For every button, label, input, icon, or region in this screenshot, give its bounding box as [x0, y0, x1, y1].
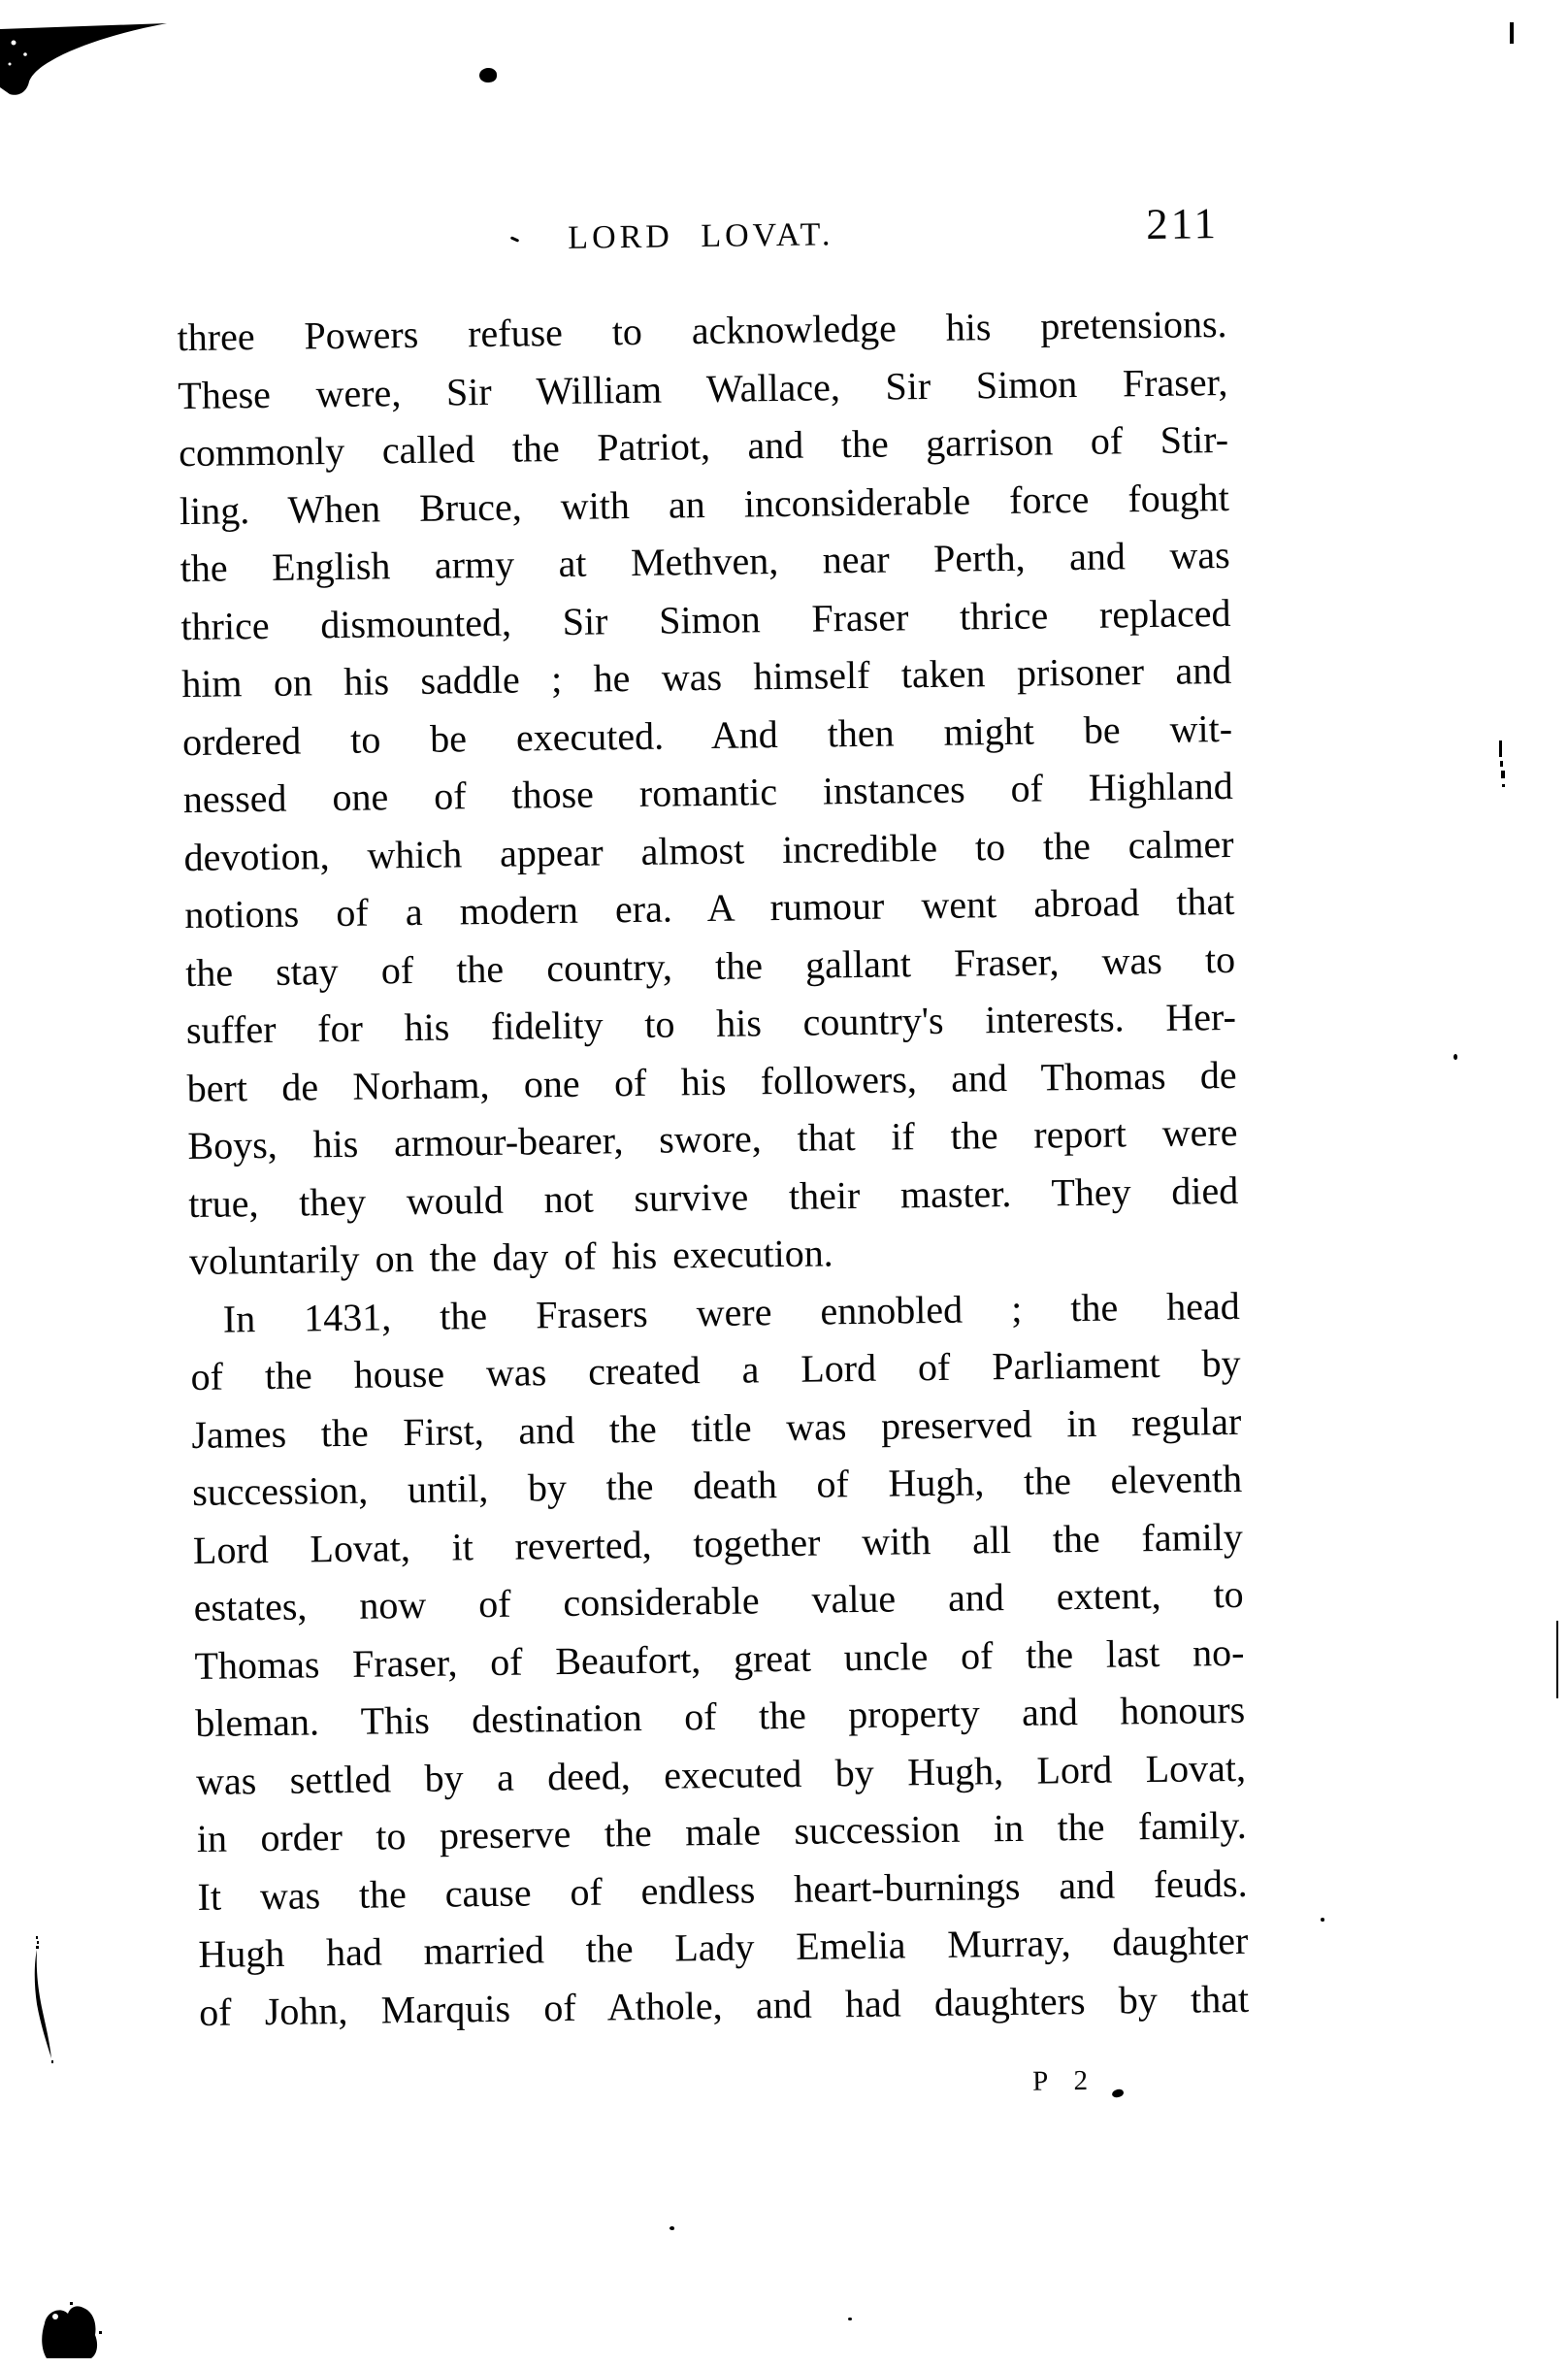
left-margin-pen-stroke-icon: [29, 1936, 58, 2064]
text-line: bleman. This destination of the property and honours: [194, 1687, 1246, 1745]
text-line: Thomas Fraser, of Beaufort, great uncle of the last no-: [194, 1629, 1245, 1688]
text-line: Lord Lovat, it reverted, together with all the family: [192, 1514, 1244, 1572]
text-line: notions of a modern era. A rumour went abroad that: [184, 878, 1235, 937]
running-title: LORD LOVAT.: [568, 216, 834, 256]
text-line: ling. When Bruce, with an inconsiderable force fought: [179, 475, 1230, 533]
speck-right-mid-icon: [1454, 1054, 1457, 1060]
text-line: It was the cause of endless heart-burnings and feuds.: [197, 1860, 1248, 1919]
text-line: devotion, which appear almost incredible to the calmer: [183, 821, 1234, 879]
text-line: ordered to be executed. And then might be wit-: [181, 706, 1233, 764]
text-line: of the house was created a Lord of Parliament by: [190, 1340, 1241, 1399]
body-text: [177, 295, 1249, 2041]
text-line: of John, Marquis of Athole, and had daughters by that: [198, 1976, 1250, 2034]
text-line: succession, until, by the death of Hugh, the eleventh: [191, 1456, 1243, 1515]
text-line: in order to preserve the male succession in the family.: [196, 1802, 1248, 1860]
right-edge-line-icon: [1556, 1621, 1558, 1698]
text-line: was settled by a deed, executed by Hugh, Lord Lovat,: [195, 1745, 1247, 1803]
text-line: suffer for his fidelity to his country's interests. Her-: [185, 994, 1237, 1053]
text-line: thrice dismounted, Sir Simon Fraser thrice replaced: [180, 590, 1231, 648]
text-line: three Powers refuse to acknowledge his pretensions.: [177, 301, 1227, 360]
text-line: the English army at Methven, near Perth, and was: [180, 532, 1230, 591]
text-line: James the First, and the title was preserved in regular: [191, 1398, 1242, 1457]
ink-dot-icon: [479, 68, 497, 82]
text-line: him on his saddle ; he was himself taken prisoner and: [180, 647, 1232, 707]
text-line: These were, Sir William Wallace, Sir Simon Fraser,: [178, 359, 1228, 417]
text-line: In 1431, the Frasers were ennobled ; the head: [222, 1283, 1241, 1341]
text-line: estates, now of considerable value and extent, to: [193, 1571, 1244, 1629]
page-number: 211: [1145, 199, 1220, 249]
speck-bottom-center-icon: [670, 2226, 674, 2230]
right-margin-broken-mark-icon: [1499, 740, 1507, 791]
text-line: voluntarily on the day of his execution.: [188, 1231, 833, 1284]
text-line: nessed one of those romantic instances of Highland: [182, 763, 1234, 822]
corner-ink-wedge-icon: [0, 21, 173, 103]
text-line: Boys, his armour-bearer, swore, that if the report were: [187, 1109, 1238, 1168]
speck-bottom-right-icon: [848, 2318, 852, 2320]
top-right-tick-icon: [1510, 22, 1514, 44]
text-line: bert de Norham, one of his followers, and Thomas de: [186, 1052, 1237, 1110]
text-line: the stay of the country, the gallant Fraser, was to: [184, 937, 1236, 995]
signature-mark: P 2: [1031, 2064, 1094, 2097]
text-line: commonly called the Patriot, and the garrison of Stir-: [178, 416, 1229, 476]
text-line: true, they would not survive their master. They died: [187, 1168, 1239, 1226]
text-line: Hugh had married the Lady Emelia Murray, daughter: [198, 1918, 1249, 1976]
speck-lower-right-icon: [1321, 1918, 1324, 1922]
bottom-left-ink-blob-icon: [41, 2302, 109, 2358]
